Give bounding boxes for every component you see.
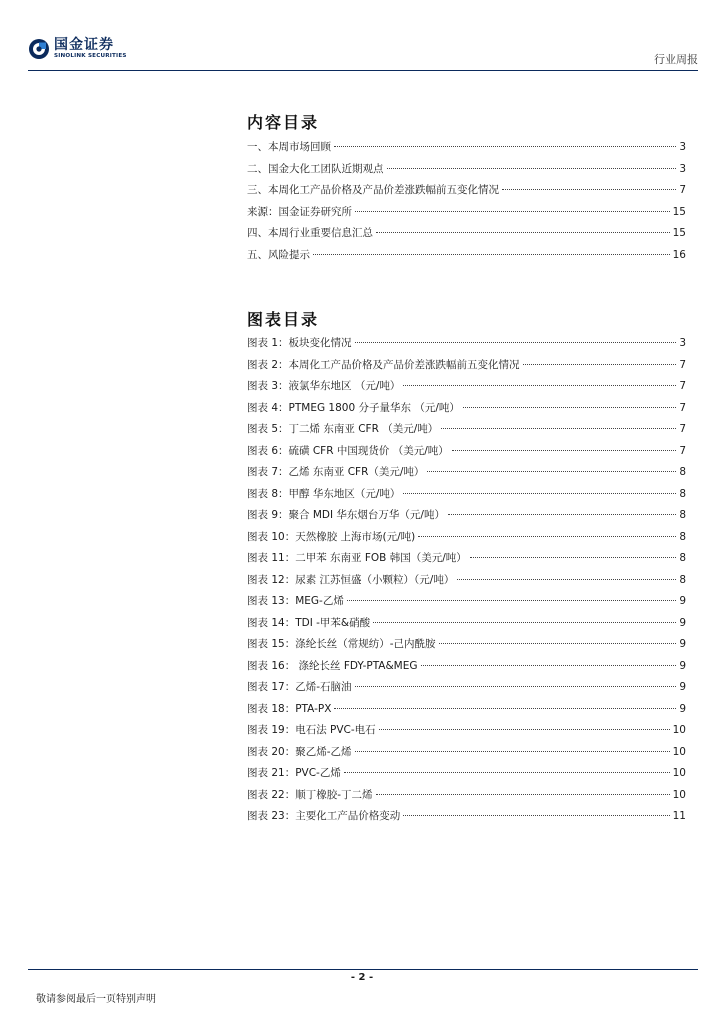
- dot-leader: [387, 168, 677, 169]
- dot-leader: [427, 471, 676, 472]
- contents-entry-page-number: 15: [672, 205, 686, 218]
- figure-entry[interactable]: [247, 486, 686, 508]
- figure-entry[interactable]: [247, 722, 686, 744]
- figure-entry-page-number: 10: [672, 724, 686, 736]
- figure-entry-label: 图表 5：丁二烯 东南亚 CFR （美元/吨）: [247, 423, 439, 435]
- figure-entry[interactable]: [247, 679, 686, 701]
- figure-entry-label: 图表 7：乙烯 东南亚 CFR（美元/吨）: [247, 466, 425, 478]
- figure-entry[interactable]: [247, 378, 686, 400]
- contents-entry-label: 二、国金大化工团队近期观点: [247, 162, 384, 175]
- contents-entry-label: 三、本周化工产品价格及产品价差涨跌幅前五变化情况: [247, 184, 499, 196]
- dot-leader: [355, 686, 677, 687]
- contents-entry[interactable]: [247, 139, 686, 161]
- dot-leader: [347, 600, 676, 601]
- figure-entry-page-number: 7: [679, 444, 686, 457]
- contents-entry[interactable]: [247, 161, 686, 183]
- logo-chinese-text: 国金证券: [54, 37, 114, 54]
- figure-entry-page-number: 9: [679, 702, 686, 715]
- figure-entry[interactable]: [247, 464, 686, 486]
- figure-entry-label: 图表 12：尿素 江苏恒盛（小颗粒）（元/吨）: [247, 573, 455, 586]
- figure-entry-label: 图表 20：聚乙烯-乙烯: [247, 745, 352, 758]
- contents-entry-page-number: 15: [672, 227, 686, 239]
- figure-entry-page-number: 8: [679, 530, 686, 543]
- figure-entry[interactable]: [247, 507, 686, 529]
- figure-entry-page-number: 9: [679, 616, 686, 629]
- contents-list: [247, 139, 686, 268]
- contents-entry-label: 四、本周行业重要信息汇总: [247, 227, 373, 239]
- figure-entry-page-number: 9: [679, 638, 686, 650]
- figure-entry-label: 图表 14：TDI -甲苯&硝酸: [247, 616, 371, 629]
- dot-leader: [421, 665, 677, 666]
- figure-entry[interactable]: [247, 572, 686, 594]
- figure-entry-page-number: 11: [672, 810, 686, 822]
- logo-english-text: SINOLINK SECURITIES: [54, 53, 127, 60]
- dot-leader: [452, 450, 677, 451]
- figure-entry[interactable]: [247, 615, 686, 637]
- figure-entry-label: 图表 16： 涤纶长丝 FDY-PTA&MEG: [247, 659, 418, 672]
- contents-entry[interactable]: [247, 182, 686, 204]
- figure-entry-page-number: 7: [679, 358, 686, 371]
- figure-entry-label: 图表 18：PTA-PX: [247, 702, 332, 715]
- dot-leader: [403, 815, 669, 816]
- dot-leader: [502, 189, 676, 190]
- contents-entry-page-number: 7: [679, 184, 686, 196]
- dot-leader: [373, 622, 676, 623]
- dot-leader: [355, 211, 670, 212]
- contents-title: 内容目录: [247, 113, 320, 132]
- figure-entry[interactable]: [247, 529, 686, 551]
- dot-leader: [403, 385, 676, 386]
- contents-entry-page-number: 16: [672, 248, 686, 261]
- page-number: - 2 -: [350, 972, 374, 983]
- dot-leader: [441, 428, 676, 429]
- disclaimer-text: 敬请参阅最后一页特别声明: [36, 994, 156, 1005]
- figure-entry-label: 图表 4：PTMEG 1800 分子量华东 （元/吨）: [247, 401, 460, 414]
- dot-leader: [355, 342, 677, 343]
- figure-entry[interactable]: [247, 744, 686, 766]
- figure-entry-label: 图表 19：电石法 PVC-电石: [247, 724, 376, 736]
- figure-entry-label: 图表 15：涤纶长丝（常规纺）-己内酰胺: [247, 638, 436, 650]
- figure-entry-label: 图表 8：甲醇 华东地区（元/吨）: [247, 487, 401, 500]
- contents-entry-label: 来源：国金证券研究所: [247, 205, 352, 218]
- figures-list: [247, 335, 686, 830]
- figure-entry[interactable]: [247, 357, 686, 379]
- dot-leader: [403, 493, 676, 494]
- dot-leader: [376, 794, 670, 795]
- figure-entry-page-number: 10: [672, 745, 686, 758]
- figure-entry-label: 图表 11：二甲苯 东南亚 FOB 韩国（美元/吨）: [247, 552, 467, 564]
- dot-leader: [463, 407, 676, 408]
- dot-leader: [523, 364, 677, 365]
- dot-leader: [470, 557, 677, 558]
- figure-entry-label: 图表 2：本周化工产品价格及产品价差涨跌幅前五变化情况: [247, 358, 520, 371]
- figure-entry[interactable]: [247, 550, 686, 572]
- dot-leader: [448, 514, 676, 515]
- contents-entry-label: 一、本周市场回顾: [247, 141, 331, 153]
- dot-leader: [457, 579, 676, 580]
- figure-entry-label: 图表 9：聚合 MDI 华东烟台万华（元/吨）: [247, 509, 445, 521]
- contents-entry-page-number: 3: [679, 141, 686, 153]
- figure-entry-label: 图表 22：顺丁橡胶-丁二烯: [247, 788, 373, 801]
- contents-entry[interactable]: [247, 204, 686, 226]
- figure-entry[interactable]: [247, 765, 686, 787]
- figure-entry-page-number: 9: [679, 659, 686, 672]
- figure-entry[interactable]: [247, 636, 686, 658]
- figure-entry-page-number: 8: [679, 466, 686, 478]
- figure-entry-label: 图表 3：液氯华东地区 （元/吨）: [247, 380, 401, 392]
- dot-leader: [355, 751, 670, 752]
- figure-entry-page-number: 7: [679, 401, 686, 414]
- figure-entry-page-number: 10: [672, 767, 686, 779]
- figure-entry-label: 图表 21：PVC-乙烯: [247, 767, 341, 779]
- figure-entry-page-number: 8: [679, 573, 686, 586]
- dot-leader: [439, 643, 677, 644]
- figure-entry-page-number: 9: [679, 681, 686, 693]
- dot-leader: [344, 772, 670, 773]
- figure-entry-label: 图表 23：主要化工产品价格变动: [247, 810, 401, 822]
- figure-entry-page-number: 7: [679, 423, 686, 435]
- figure-entry[interactable]: [247, 787, 686, 809]
- figure-entry[interactable]: [247, 701, 686, 723]
- figure-entry-label: 图表 13：MEG-乙烯: [247, 595, 344, 607]
- figure-entry-label: 图表 17：乙烯-石脑油: [247, 681, 352, 693]
- figure-entry[interactable]: [247, 808, 686, 830]
- dot-leader: [334, 146, 676, 147]
- figures-title: 图表目录: [247, 310, 320, 329]
- dot-leader: [334, 708, 676, 709]
- figure-entry[interactable]: [247, 421, 686, 443]
- footer-divider: [28, 969, 698, 970]
- figure-entry[interactable]: [247, 593, 686, 615]
- figure-entry[interactable]: [247, 335, 686, 357]
- company-logo: [28, 38, 127, 60]
- dot-leader: [313, 254, 670, 255]
- figure-entry-page-number: 8: [679, 552, 686, 564]
- figure-entry-page-number: 9: [679, 595, 686, 607]
- figure-entry-label: 图表 6：硫磺 CFR 中国现货价 （美元/吨）: [247, 444, 449, 457]
- page-header: [28, 38, 698, 74]
- header-divider: [28, 70, 698, 71]
- figure-entry-label: 图表 10：天然橡胶 上海市场(元/吨): [247, 530, 416, 543]
- figure-entry-page-number: 8: [679, 509, 686, 521]
- figure-entry[interactable]: [247, 658, 686, 680]
- contents-entry[interactable]: [247, 225, 686, 247]
- figure-entry-page-number: 8: [679, 487, 686, 500]
- figure-entry[interactable]: [247, 443, 686, 465]
- dot-leader: [376, 232, 670, 233]
- logo-mark-icon: [28, 38, 50, 60]
- dot-leader: [379, 729, 670, 730]
- contents-entry-page-number: 3: [679, 162, 686, 175]
- report-type-label: 行业周报: [654, 53, 698, 66]
- dot-leader: [418, 536, 676, 537]
- figure-entry[interactable]: [247, 400, 686, 422]
- contents-entry[interactable]: [247, 247, 686, 269]
- figure-entry-page-number: 7: [679, 380, 686, 392]
- contents-entry-label: 五、风险提示: [247, 248, 310, 261]
- figure-entry-page-number: 3: [679, 337, 686, 349]
- figure-entry-page-number: 10: [672, 788, 686, 801]
- figure-entry-label: 图表 1：板块变化情况: [247, 337, 352, 349]
